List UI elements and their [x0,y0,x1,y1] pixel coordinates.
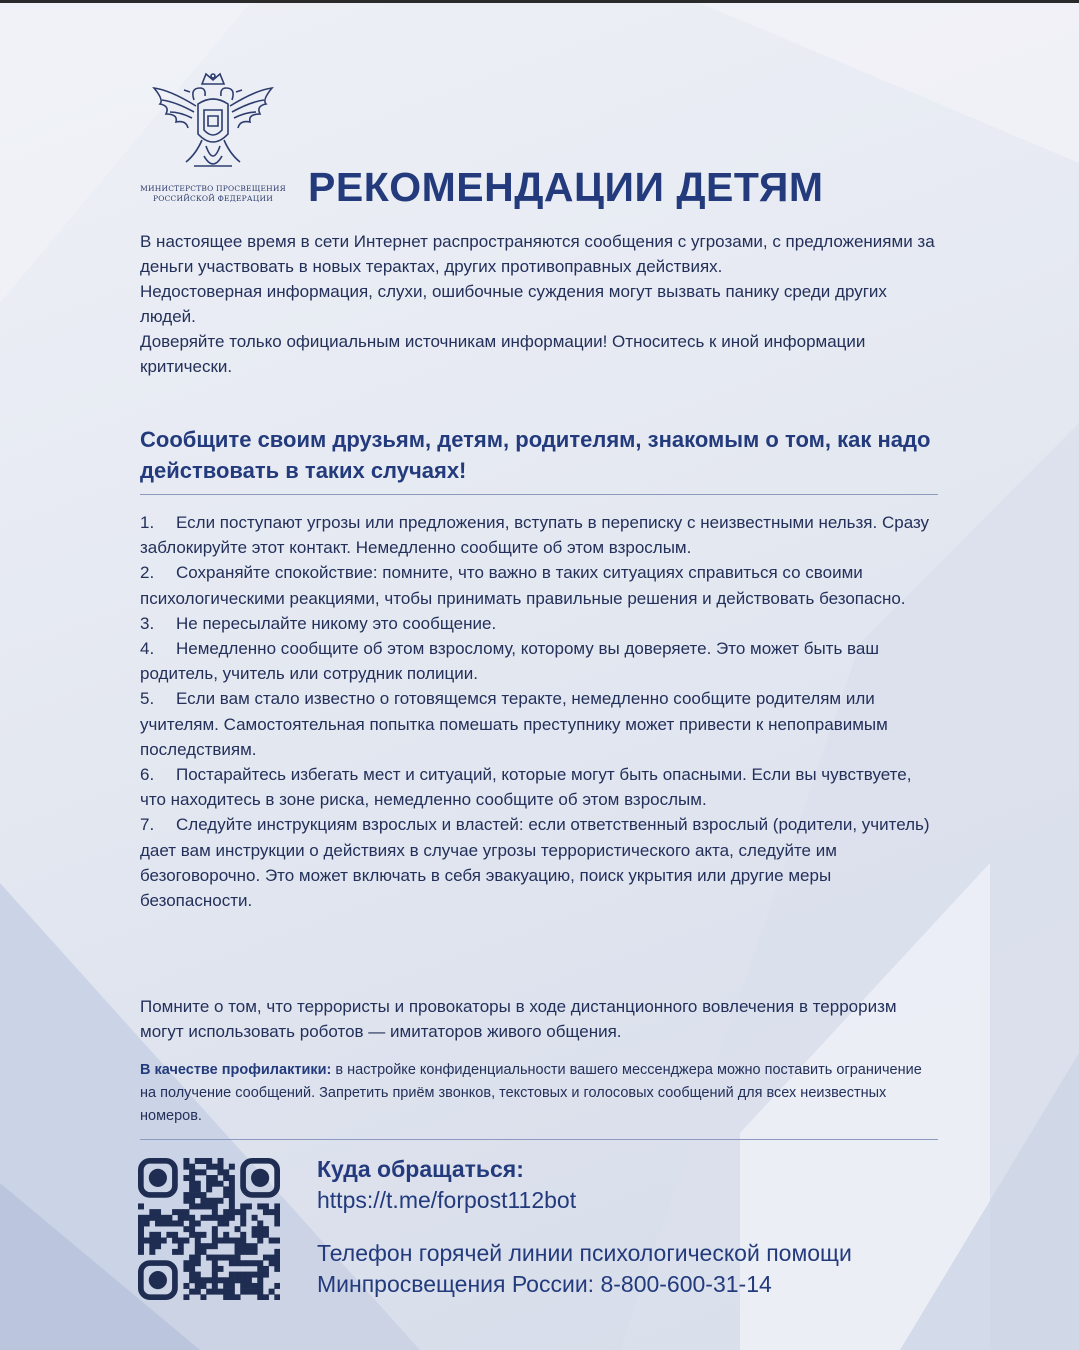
prevention-label: В качестве профилактики: [140,1062,332,1078]
list-item-number: 4. [140,639,155,659]
list-item-text: Немедленно сообщите об этом взрослому, которому вы доверяете. Это может быть ваш родитель, учитель или сотрудник полиции. [140,639,879,684]
list-item-text: Если вам стало известно о готовящемся теракте, немедленно сообщите родителям или учителям. Самостоятельная попытка помешать преступнику может привести к непоправимым последствиям. [140,689,888,759]
qr-code-icon[interactable] [138,1158,280,1300]
ministry-name [138,184,288,204]
list-item [140,762,940,812]
divider [140,494,938,495]
list-item-text: Не пересылайте никому это сообщение. [176,613,497,633]
contact-title: Куда обращаться: [317,1156,524,1182]
list-item [140,510,940,560]
remember-note [140,994,940,1044]
list-item-number: 3. [140,613,155,633]
list-item-number: 2. [140,563,155,583]
hotline-line1: Телефон горячей линии психологической помощи [317,1240,852,1266]
list-item-text: Если поступают угрозы или предложения, вступать в переписку с неизвестными нельзя. Сразу заблокируйте этот контакт. Немедленно сообщите об этом взрослым. [140,513,930,558]
callout-heading: Сообщите своим друзьям, детям, родителям, знакомым о том, как надо действовать в таких случаях! [140,427,931,483]
list-item-text: Постарайтесь избегать мест и ситуаций, которые могут быть опасными. Если вы чувствуете, что находитесь в зоне риска, немедленно сообщите об этом взрослым. [140,765,912,810]
ministry-name-line2: РОССИЙСКОЙ ФЕДЕРАЦИИ [153,194,273,203]
list-item-number: 6. [140,765,155,785]
list-item [140,686,940,762]
prevention-text: в настройке конфиденциальности вашего мессенджера можно поставить ограничение на получение сообщений. Запретить приём звонков, текстовых и голосовых сообщений для всех неизвестных номеров. [140,1062,922,1124]
prevention-note [140,1059,940,1128]
intro-paragraph: Доверяйте только официальным источникам информации! Относитесь к иной информации критически. [140,332,866,376]
list-item-number: 1. [140,513,155,532]
remember-text: Помните о том, что террористы и провокаторы в ходе дистанционного вовлечения в терроризм могут использовать роботов — имитаторов живого общения. [140,997,897,1041]
intro-text [140,229,940,379]
divider [140,1139,938,1140]
page-title: РЕКОМЕНДАЦИИ ДЕТЯМ [308,164,824,210]
list-item [140,812,940,913]
intro-paragraph: В настоящее время в сети Интернет распространяются сообщения с угрозами, с предложениями за деньги участвовать в новых терактах, других противоправных действиях. [140,232,935,276]
list-item-text: Сохраняйте спокойствие: помните, что важно в таких ситуациях справиться со своими психологическими реакциями, чтобы принимать правильные решения и действовать безопасно. [140,563,906,608]
list-item-number: 5. [140,689,155,709]
ministry-name-line1: МИНИСТЕРСТВО ПРОСВЕЩЕНИЯ [140,184,286,193]
list-item-text: Следуйте инструкциям взрослых и властей: если ответственный взрослый (родители, учитель) дает вам инструкции о действиях в случае угрозы террористического акта, следуйте им безоговорочно. Это может включать в себя эвакуацию, поиск укрытия или другие меры безопасности. [140,815,930,911]
double-headed-eagle-icon [150,70,276,176]
list-item [140,560,940,610]
list-item [140,611,940,636]
intro-paragraph: Недостоверная информация, слухи, ошибочные суждения могут вызвать панику среди других людей. [140,282,887,326]
list-item-number: 7. [140,815,155,835]
recommendations-list [140,510,940,913]
hotline-info [317,1238,852,1300]
list-item [140,636,940,686]
telegram-bot-link[interactable]: https://t.me/forpost112bot [317,1187,577,1213]
hotline-line2: Минпросвещения России: 8-800-600-31-14 [317,1271,772,1297]
